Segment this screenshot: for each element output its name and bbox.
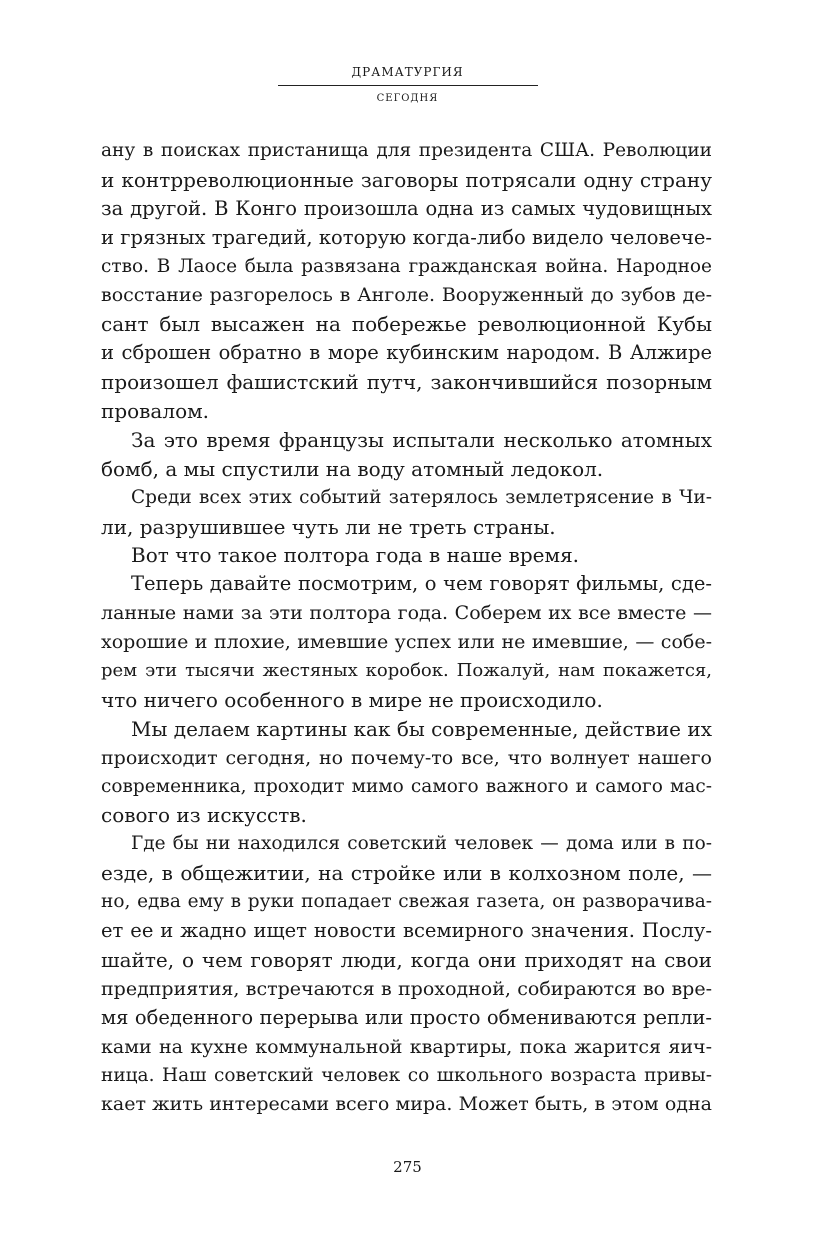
text-line: рем эти тысячи жестяных коробок. Пожалуй, нам покажется, <box>101 660 712 682</box>
running-header-section: ДРАМАТУРГИЯ <box>351 65 464 79</box>
text-line: произошел фашистский путч, закончившийся позорным <box>101 370 712 395</box>
text-line: сового из искусств. <box>101 803 307 828</box>
text-line: за другой. В Конго произошла одна из самых чудовищных <box>101 196 712 220</box>
text-line: и контрреволюционные заговоры потрясали одну страну <box>101 167 712 192</box>
text-line: хорошие и плохие, имевшие успех или не имевшие, — собе- <box>101 631 712 654</box>
text-line: ану в поисках пристанища для президента США. Революции <box>101 140 712 161</box>
text-line: предприятия, встречаются в проходной, собираются во вре- <box>101 977 712 1000</box>
text-line: но, едва ему в руки попадает свежая газета, он разворачива- <box>101 891 712 913</box>
text-line: и сброшен обратно в море кубинским народом. В Алжире <box>101 341 712 365</box>
text-line: езде, в общежитии, на стройке или в колхозном поле, — <box>101 861 712 886</box>
text-line: и грязных трагедий, которую когда-либо видело человече- <box>101 225 712 249</box>
text-line: восстание разгорелось в Анголе. Вооруженный до зубов де- <box>101 284 712 307</box>
text-line: ками на кухне коммунальной квартиры, пока жарится яич- <box>101 1035 712 1058</box>
running-header <box>0 64 815 106</box>
page-number: 275 <box>393 1158 422 1176</box>
text-line: происходит сегодня, но почему-то все, что волнует нашего <box>101 746 712 769</box>
text-line: Среди всех этих событий затерялось землетрясение в Чи- <box>131 486 712 508</box>
text-line: Теперь давайте посмотрим, о чем говорят фильмы, сде- <box>131 572 712 596</box>
page-body-text <box>101 137 712 1119</box>
text-line: ли, разрушившее чуть ли не треть страны. <box>101 514 556 539</box>
text-line: провалом. <box>101 399 210 424</box>
text-line: Вот что такое полтора года в наше время. <box>131 543 580 568</box>
text-line: что ничего особенного в мире не происходило. <box>101 687 603 712</box>
text-line: шайте, о чем говорят люди, когда они приходят на свои <box>101 947 712 972</box>
text-line: Мы делаем картины как бы современные, действие их <box>131 716 712 741</box>
text-line: За это время французы испытали несколько атомных <box>131 427 712 452</box>
text-line: Где бы ни находился советский человек — дома или в по- <box>131 833 712 855</box>
header-divider <box>278 85 538 86</box>
text-line: кает жить интересами всего мира. Может быть, в этом одна <box>101 1093 712 1116</box>
text-line: сант был высажен на побережье революционной Кубы <box>101 312 712 337</box>
text-line: современника, проходит мимо самого важного и самого мас- <box>101 775 712 797</box>
text-line: бомб, а мы спустили на воду атомный ледокол. <box>101 456 604 481</box>
text-line: мя обеденного перерыва или просто обмениваются репли- <box>101 1005 712 1029</box>
text-line: ет ее и жадно ищет новости всемирного значения. Послу- <box>101 919 712 943</box>
running-header-subsection: СЕГОДНЯ <box>376 93 439 104</box>
text-line: ланные нами за эти полтора года. Соберем их все вместе — <box>101 602 712 625</box>
text-line: ница. Наш советский человек со школьного возраста привы- <box>101 1064 712 1086</box>
text-line: ство. В Лаосе была развязана гражданская война. Народное <box>101 255 712 277</box>
